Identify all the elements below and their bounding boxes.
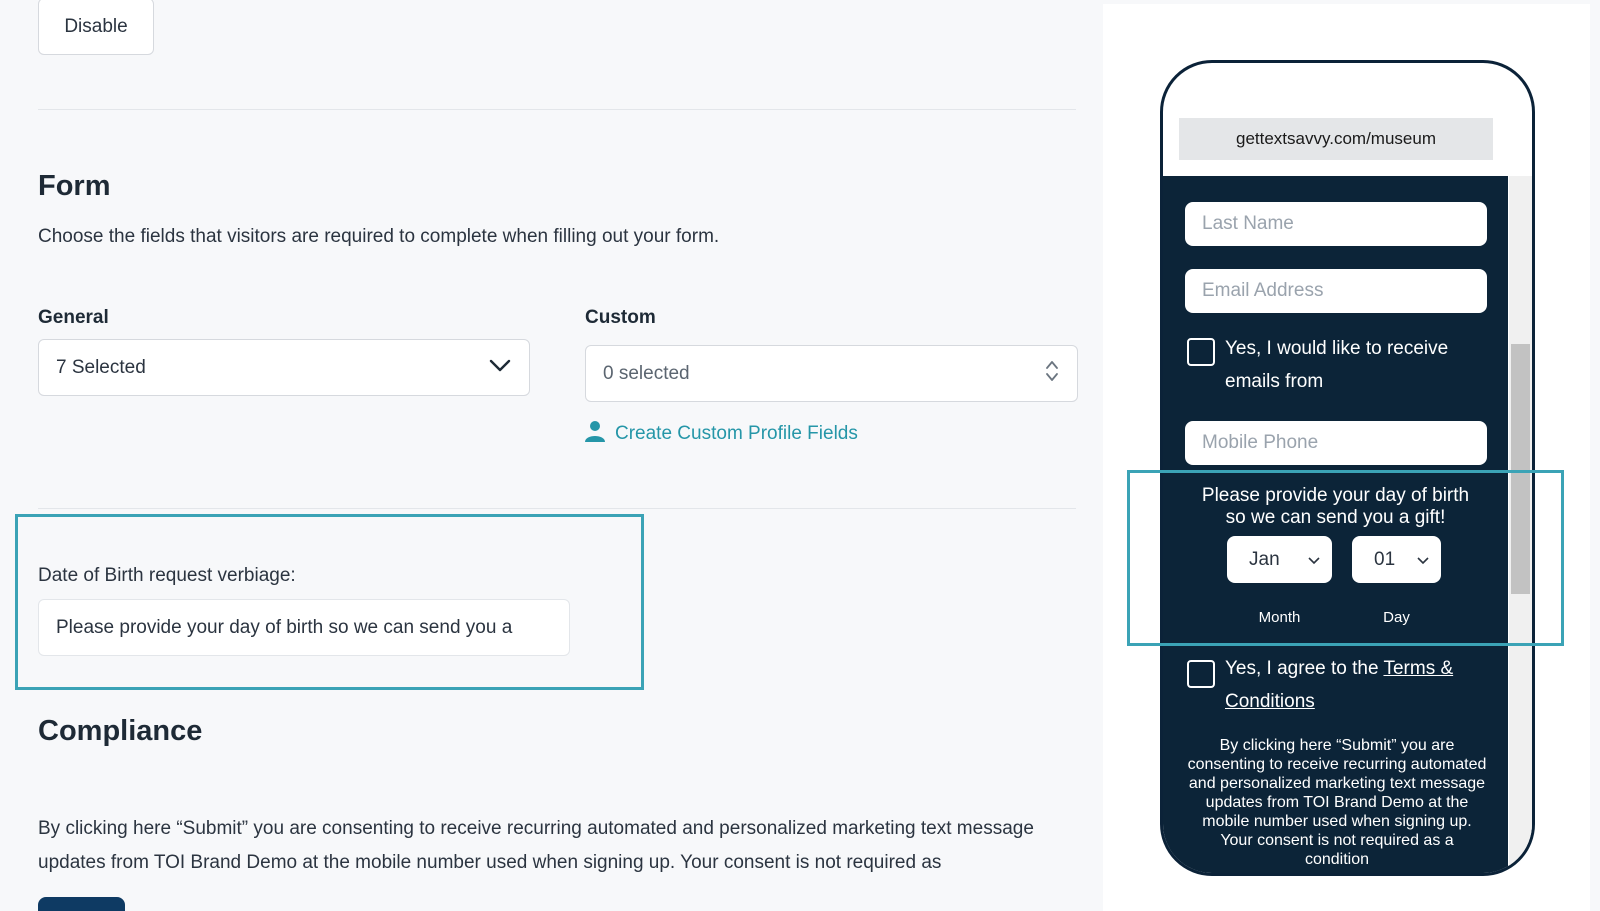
disable-button[interactable]: Disable: [38, 0, 154, 55]
general-label: General: [38, 307, 109, 328]
email-optin-label: Yes, I would like to receive emails from: [1225, 338, 1449, 392]
email-input[interactable]: Email Address: [1185, 269, 1487, 313]
form-section-description: Choose the fields that visitors are required to complete when filling out your form.: [38, 226, 720, 247]
day-caption: Day: [1383, 609, 1410, 626]
dob-verbiage-label: Date of Birth request verbiage:: [38, 565, 296, 586]
email-optin-checkbox[interactable]: [1187, 338, 1215, 366]
terms-label: [1225, 652, 1485, 718]
custom-select-value: 0 selected: [603, 362, 690, 384]
primary-button[interactable]: [38, 897, 125, 911]
phone-preview: [1160, 60, 1535, 876]
terms-checkbox[interactable]: [1187, 660, 1215, 688]
last-name-input[interactable]: Last Name: [1185, 202, 1487, 246]
dob-verbiage-input[interactable]: Please provide your day of birth so we can send you a: [38, 599, 570, 656]
user-icon: [585, 420, 605, 448]
terms-link[interactable]: Terms & Conditions: [1225, 658, 1454, 712]
url-bar: gettextsavvy.com/museum: [1179, 118, 1493, 160]
divider: [38, 109, 1076, 110]
terms-prefix: Yes, I agree to the: [1225, 658, 1384, 679]
chevron-down-icon: [489, 357, 511, 379]
general-select[interactable]: [38, 339, 530, 396]
compliance-text: By clicking here “Submit” you are consenting to receive recurring automated and personalized marketing text message updates from TOI Brand Demo at the mobile number used when signing up. Your consent is not required as: [38, 818, 1034, 873]
dob-prompt-text: Please provide your day of birth so we can send you a gift!: [1201, 485, 1470, 528]
custom-select[interactable]: [585, 345, 1078, 402]
compliance-section-title: Compliance: [38, 715, 203, 747]
month-select-value: Jan: [1249, 548, 1280, 570]
custom-label: Custom: [585, 307, 656, 328]
preview-dob-highlight-box: [1127, 470, 1564, 646]
divider: [38, 508, 1076, 509]
consent-text: By clicking here “Submit” you are consenting to receive recurring automated and personalized marketing text message updates from TOI Brand Demo at the mobile number used when signing up. Your consent is not required as a condition: [1187, 737, 1487, 868]
general-select-value: 7 Selected: [56, 356, 146, 378]
create-custom-profile-fields-link[interactable]: [585, 420, 858, 448]
month-caption: Month: [1258, 609, 1301, 626]
updown-chevron-icon: [1045, 359, 1059, 389]
form-section-title: Form: [38, 170, 111, 202]
first-name-input-edge: [1185, 172, 1487, 176]
day-select-value: 01: [1374, 548, 1396, 570]
create-custom-profile-fields-label: Create Custom Profile Fields: [615, 423, 858, 444]
mobile-phone-input[interactable]: Mobile Phone: [1185, 421, 1487, 465]
